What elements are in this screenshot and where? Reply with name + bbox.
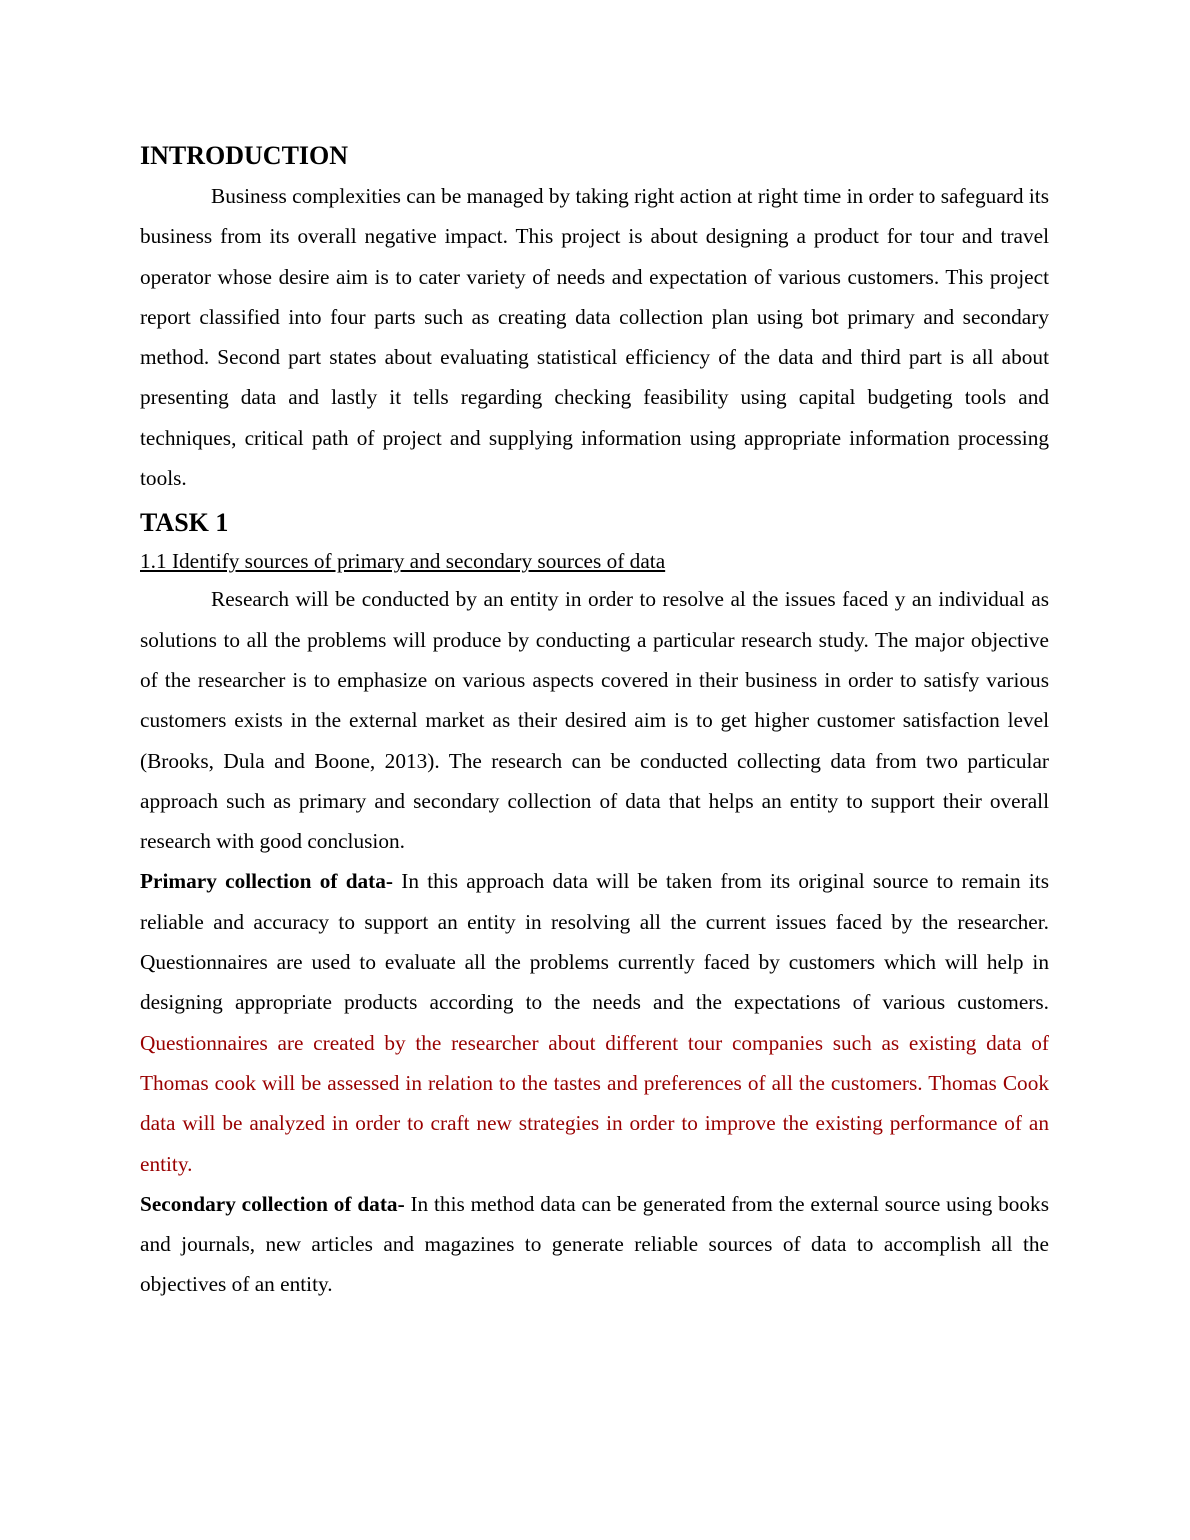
primary-collection-paragraph	[140, 861, 1049, 1183]
secondary-collection-text: In this method data can be generated from the external source using books and journals, new articles and magazines to generate reliable sources of data to accomplish all the objectives of an entity.	[140, 1191, 1049, 1297]
secondary-collection-paragraph	[140, 1184, 1049, 1305]
primary-collection-highlight: Questionnaires are created by the researcher about different tour companies such as existing data of Thomas cook will be assessed in relation to the tastes and preferences of all the customers. Thomas Cook data will be analyzed in order to craft new strategies in order to improve the existing performance of an entity.	[140, 1030, 1049, 1176]
document-page	[140, 140, 1049, 1305]
introduction-heading: INTRODUCTION	[140, 141, 349, 170]
primary-collection-text: In this approach data will be taken from its original source to remain its reliable and accuracy to support an entity in resolving all the current issues faced by the researcher. Questionnaires are used to evaluate all the problems currently faced by customers which will help in designing appropriate products according to the needs and the expectations of various customers.	[140, 869, 1049, 1015]
secondary-collection-label: Secondary collection of data-	[140, 1191, 405, 1216]
task1-subheading: 1.1 Identify sources of primary and secondary sources of data	[140, 549, 666, 574]
task1-heading: TASK 1	[140, 508, 229, 538]
task1-paragraph: Research will be conducted by an entity in order to resolve al the issues faced y an individual as solutions to all the problems will produce by conducting a particular research study. The major objective of the researcher is to emphasize on various aspects covered in their business in order to satisfy various customers exists in the external market as their desired aim is to get higher customer satisfaction level (Brooks, Dula and Boone, 2013). The research can be conducted collecting data from two particular approach such as primary and secondary collection of data that helps an entity to support their overall research with good conclusion.	[140, 587, 1049, 854]
introduction-paragraph: Business complexities can be managed by taking right action at right time in order to safeguard its business from its overall negative impact. This project is about designing a product for tour and travel operator whose desire aim is to cater variety of needs and expectation of various customers. This project report classified into four parts such as creating data collection plan using bot primary and secondary method. Second part states about evaluating statistical efficiency of the data and third part is all about presenting data and lastly it tells regarding checking feasibility using capital budgeting tools and techniques, critical path of project and supplying information using appropriate information processing tools.	[140, 184, 1049, 491]
primary-collection-label: Primary collection of data-	[140, 869, 394, 894]
